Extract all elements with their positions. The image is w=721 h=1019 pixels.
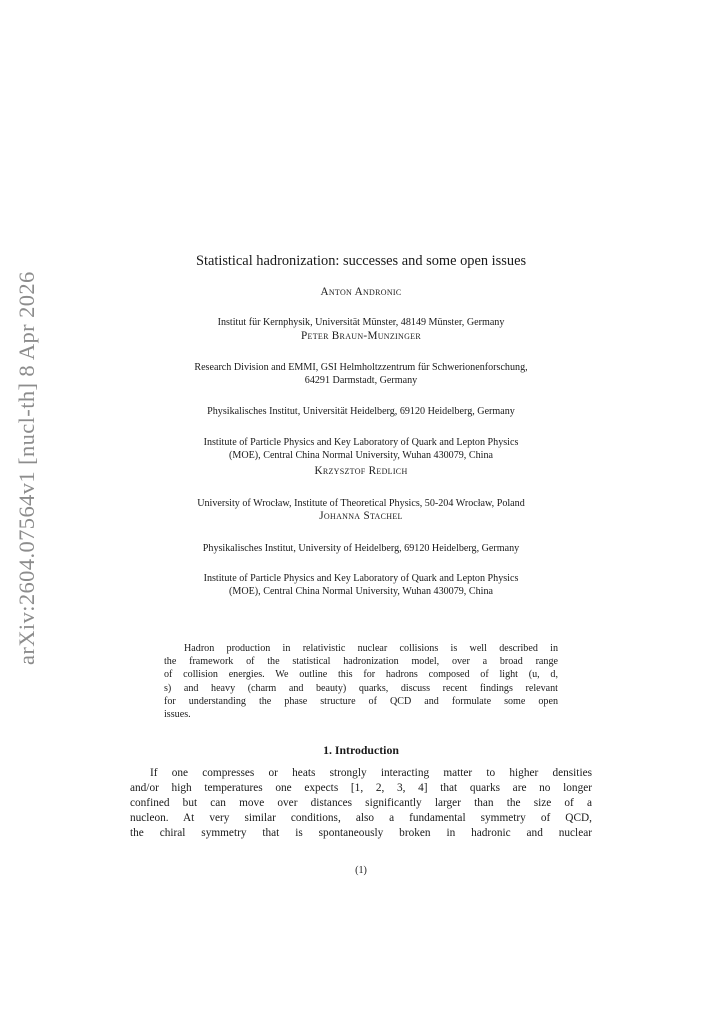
affiliation-line: University of Wrocław, Institute of Theoretical Physics, 50-204 Wrocław, Poland xyxy=(197,498,525,509)
affiliation-line: Institute of Particle Physics and Key Laboratory of Quark and Lepton Physics xyxy=(203,437,519,448)
affiliation-block xyxy=(130,405,592,418)
affiliation-block xyxy=(130,542,592,555)
arxiv-identifier-stamp: arXiv:2604.07564v1 [nucl-th] 8 Apr 2026 xyxy=(14,271,39,665)
body-line: and/or high temperatures one expects [1, 2, 3, 4] that quarks are no longer xyxy=(130,782,592,795)
paper-title: Statistical hadronization: successes and some open issues xyxy=(195,253,527,269)
abstract-line: for understanding the phase structure of QCD and formulate some open xyxy=(164,695,558,707)
affiliation-line: Institute of Particle Physics and Key Laboratory of Quark and Lepton Physics xyxy=(203,573,519,584)
affiliation-line: (MOE), Central China Normal University, Wuhan 430079, China xyxy=(229,450,493,462)
abstract-line: issues. xyxy=(164,709,191,721)
affiliation-block xyxy=(130,436,592,462)
affiliation-block xyxy=(130,361,592,387)
author-block-andronic xyxy=(130,286,592,298)
body-line: confined but can move over distances significantly larger than the size of a xyxy=(130,797,592,810)
abstract-line: Hadron production in relativistic nuclear collisions is well described in xyxy=(184,643,558,654)
author-name: Anton Andronic xyxy=(320,286,402,298)
affiliation-line: Physikalisches Institut, University of Heidelberg, 69120 Heidelberg, Germany xyxy=(202,543,520,554)
affiliation-block xyxy=(130,572,592,598)
affiliation-line: Institut für Kernphysik, Universität Münster, 48149 Münster, Germany xyxy=(217,317,505,328)
affiliation-block xyxy=(130,316,592,329)
abstract-line: of collision energies. We outline this for hadrons composed of light (u, d, xyxy=(164,669,558,681)
affiliation-line: (MOE), Central China Normal University, Wuhan 430079, China xyxy=(229,586,493,598)
body-line: nucleon. At very similar conditions, also a fundamental symmetry of QCD, xyxy=(130,812,592,825)
affiliation-line: 64291 Darmstadt, Germany xyxy=(304,375,418,387)
affiliation-block xyxy=(130,497,592,510)
author-name: Peter Braun-Munzinger xyxy=(300,330,421,342)
author-block-braun-munzinger xyxy=(130,330,592,342)
body-line: If one compresses or heats strongly interacting matter to higher densities xyxy=(150,767,592,779)
author-block-stachel xyxy=(130,510,592,522)
section-heading: 1. Introduction xyxy=(323,743,399,757)
abstract-line: s) and heavy (charm and beauty) quarks, discuss recent findings relevant xyxy=(164,682,558,694)
introduction-body xyxy=(130,766,592,841)
author-block-redlich xyxy=(130,465,592,477)
abstract xyxy=(164,642,558,721)
author-name: Krzysztof Redlich xyxy=(314,465,408,477)
affiliation-line: Research Division and EMMI, GSI Helmholtzzentrum für Schwerionenforschung, xyxy=(194,362,528,373)
page-number: (1) xyxy=(355,865,367,876)
affiliation-line: Physikalisches Institut, Universität Heidelberg, 69120 Heidelberg, Germany xyxy=(207,406,515,417)
author-name: Johanna Stachel xyxy=(319,510,403,522)
body-line: the chiral symmetry that is spontaneously broken in hadronic and nuclear xyxy=(130,827,592,840)
abstract-line: the framework of the statistical hadronization model, over a broad range xyxy=(164,656,558,668)
